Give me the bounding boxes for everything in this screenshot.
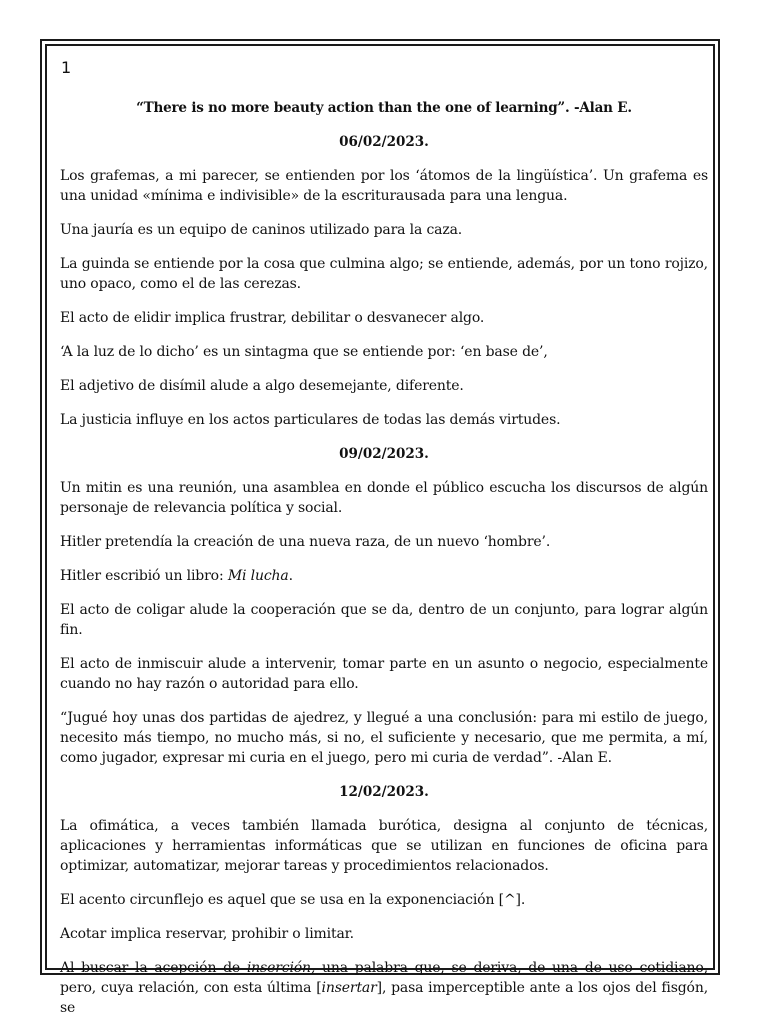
text-run: ], pasa imperceptible ante a los ojos del fisgón, se [60, 980, 709, 1016]
epigraph-quote: “There is no more beauty action than the one of learning”. -Alan E. [136, 100, 632, 116]
paragraph: El acto de elidir implica frustrar, debilitar o desvanecer algo. [60, 310, 485, 326]
text-run: Al buscar la acepción de [60, 960, 247, 976]
book-title: Mi lucha [227, 568, 289, 584]
italic-term: insertar [321, 980, 377, 996]
paragraph: La guinda se entiende por la cosa que culmina algo; se entiende, además, por un tono rojizo, uno opaco, como el de las cerezas. [60, 256, 708, 292]
paragraph: El acto de coligar alude la cooperación que se da, dentro de un conjunto, para lograr algún fin. [60, 602, 708, 638]
paragraph: El acento circunflejo es aquel que se usa en la exponenciación [^]. [60, 892, 526, 908]
paragraph: “Jugué hoy unas dos partidas de ajedrez, y llegué a una conclusión: para mi estilo de juego, necesito más tiempo, no mucho más, si no, el suficiente y necesario, que me permita, a mí, como jugador, expresar mi curia en el juego, pero mi curia de verdad”. -Alan E. [60, 710, 708, 766]
section-date: 06/02/2023. [339, 134, 429, 150]
paragraph: Hitler pretendía la creación de una nueva raza, de un nuevo ‘hombre’. [60, 534, 551, 550]
section-date: 12/02/2023. [339, 784, 429, 800]
paragraph: Acotar implica reservar, prohibir o limitar. [60, 926, 354, 942]
italic-term: inserción, [246, 960, 316, 976]
paragraph [60, 958, 708, 1018]
text-run: una palabra que, se deriva, de una de uso cotidiano, pero, cuya relación, con esta última [ [60, 960, 709, 996]
paragraph: ‘A la luz de lo dicho’ es un sintagma que se entiende por: ‘en base de’, [60, 344, 548, 360]
paragraph: Una jauría es un equipo de caninos utilizado para la caza. [60, 222, 463, 238]
paragraph: El acto de inmiscuir alude a intervenir, tomar parte en un asunto o negocio, especialmente cuando no hay razón o autoridad para ello. [60, 656, 708, 692]
paragraph [60, 566, 708, 586]
text-run: . [288, 568, 293, 584]
paragraph: Un mitin es una reunión, una asamblea en donde el público escucha los discursos de algún personaje de relevancia política y social. [60, 480, 708, 516]
page-number: 1 [61, 58, 72, 77]
paragraph: La justicia influye en los actos particulares de todas las demás virtudes. [60, 412, 561, 428]
document-body [60, 98, 708, 1032]
section-date: 09/02/2023. [339, 446, 429, 462]
text-run: Hitler escribió un libro: [60, 568, 228, 584]
paragraph: El adjetivo de disímil alude a algo desemejante, diferente. [60, 378, 464, 394]
paragraph: Los grafemas, a mi parecer, se entienden por los ‘átomos de la lingüística’. Un grafema es una unidad «mínima e indivisible» de la escriturausada para una lengua. [60, 168, 708, 204]
paragraph: La ofimática, a veces también llamada burótica, designa al conjunto de técnicas, aplicaciones y herramientas informáticas que se utilizan en funciones de oficina para optimizar, automatizar, mejorar tareas y procedimientos relacionados. [60, 818, 708, 874]
